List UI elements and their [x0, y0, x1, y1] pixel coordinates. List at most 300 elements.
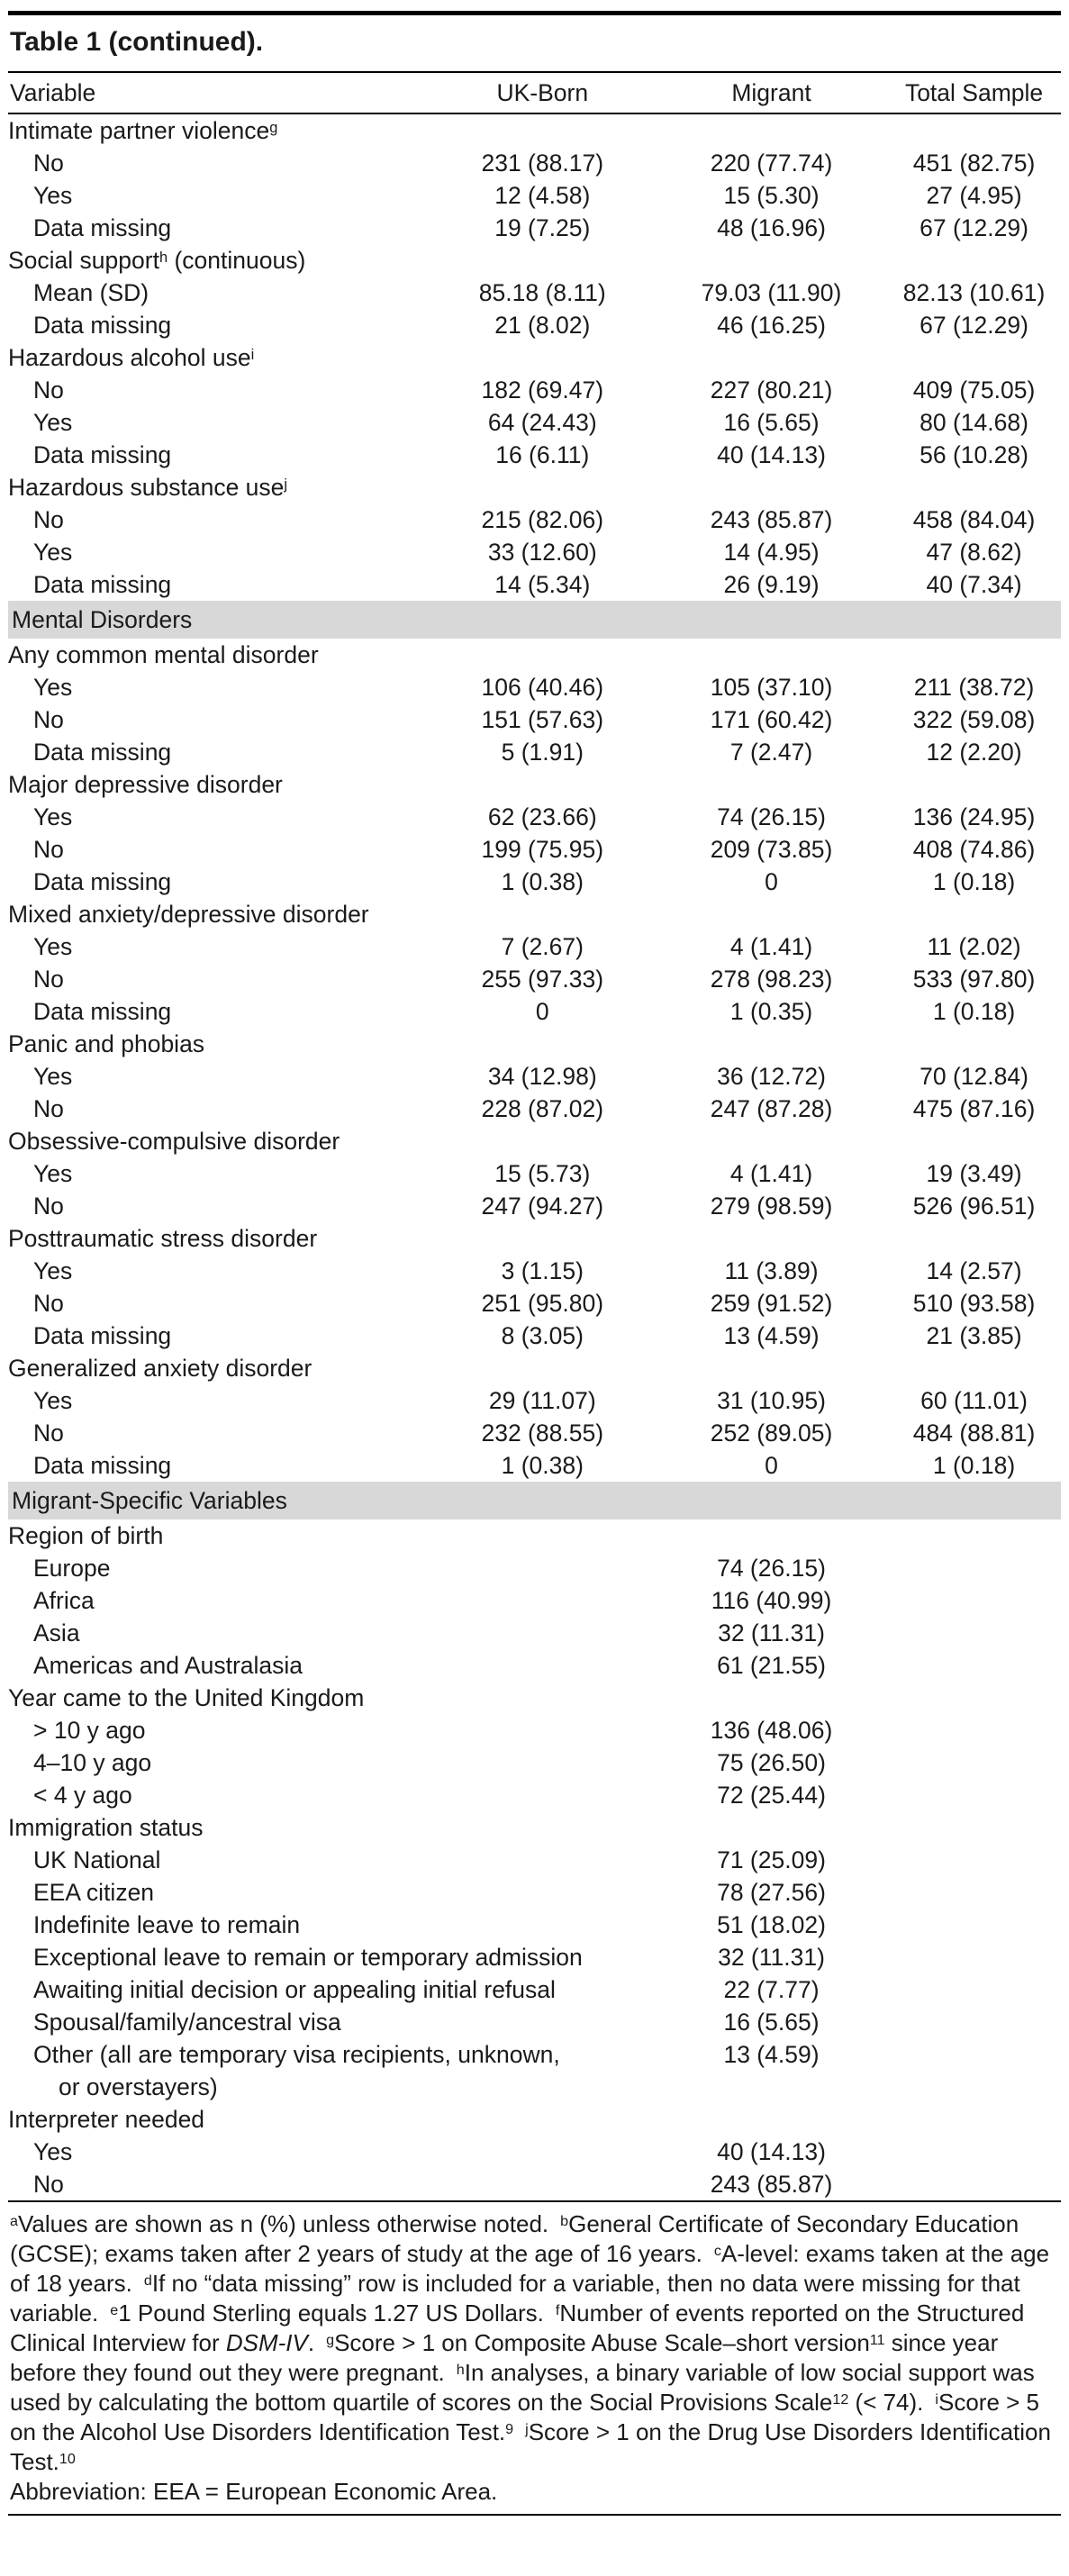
table-row: [8, 1811, 1061, 1844]
cell-value: [430, 1584, 656, 1617]
cell-value: 71 (25.09): [717, 1846, 826, 1873]
cell-value: [887, 244, 1061, 277]
cell-value: [656, 898, 887, 930]
row-label: Mean (SD): [33, 279, 149, 306]
cell-value: [430, 1682, 656, 1714]
cell-value: 231 (88.17): [481, 150, 604, 177]
row-label: Europe: [33, 1555, 111, 1582]
cell-value: 36 (12.72): [717, 1063, 826, 1090]
cell-value: 510 (93.58): [912, 1290, 1036, 1317]
row-label: Yes: [33, 409, 73, 436]
cell-value: [430, 244, 656, 277]
cell-value: 67 (12.29): [920, 214, 1028, 241]
cell-value: [656, 113, 887, 147]
cell-value: 40 (7.34): [926, 571, 1022, 598]
row-label: UK National: [33, 1846, 161, 1873]
row-label: No: [33, 706, 64, 733]
cell-value: 215 (82.06): [481, 506, 604, 533]
cell-value: [887, 1649, 1061, 1682]
row-label: No: [33, 1290, 64, 1317]
table-row: [8, 244, 1061, 277]
cell-value: [887, 1844, 1061, 1876]
table-row: [8, 1779, 1061, 1811]
table-row: [8, 1746, 1061, 1779]
cell-value: 4 (1.41): [729, 933, 813, 960]
cell-value: 16 (5.65): [723, 409, 820, 436]
row-label: No: [33, 966, 64, 993]
cell-value: 0: [765, 868, 778, 895]
row-label: Yes: [33, 1387, 73, 1414]
cell-value: [656, 2071, 887, 2103]
cell-value: [887, 1352, 1061, 1384]
cell-value: 5 (1.91): [501, 739, 584, 766]
cell-value: [430, 1352, 656, 1384]
cell-value: 228 (87.02): [481, 1095, 604, 1122]
row-label: Other (all are temporary visa recipients, unknown,: [33, 2041, 560, 2068]
table-row: [8, 568, 1061, 601]
cell-value: 79.03 (11.90): [701, 279, 842, 306]
row-label: Yes: [33, 1257, 73, 1284]
row-label: Year came to the United Kingdom: [8, 1684, 365, 1711]
cell-value: [887, 1617, 1061, 1649]
table-row: [8, 2136, 1061, 2168]
cell-value: 451 (82.75): [912, 150, 1036, 177]
table-row: [8, 1157, 1061, 1190]
col-header-variable: Variable: [8, 73, 430, 113]
row-label: Awaiting initial decision or appealing initial refusal: [33, 1976, 556, 2003]
cell-value: 475 (87.16): [912, 1095, 1036, 1122]
col-header-migrant: Migrant: [656, 73, 887, 113]
cell-value: [430, 113, 656, 147]
row-label: Any common mental disorder: [8, 641, 319, 668]
table-row: [8, 341, 1061, 374]
cell-value: 67 (12.29): [920, 312, 1028, 339]
cell-value: 227 (80.21): [710, 376, 833, 404]
cell-value: [430, 639, 656, 671]
cell-value: 16 (5.65): [723, 2009, 820, 2036]
cell-value: [430, 1811, 656, 1844]
row-label: Posttraumatic stress disorder: [8, 1225, 318, 1252]
cell-value: [656, 1811, 887, 1844]
cell-value: 251 (95.80): [481, 1290, 604, 1317]
table-row: [8, 1941, 1061, 1973]
cell-value: 7 (2.67): [501, 933, 584, 960]
cell-value: 279 (98.59): [710, 1193, 833, 1220]
cell-value: [430, 2006, 656, 2038]
table-row: [8, 995, 1061, 1028]
row-label: Americas and Australasia: [33, 1652, 303, 1679]
row-label: Africa: [33, 1587, 95, 1614]
cell-value: [430, 1222, 656, 1255]
cell-value: [430, 1552, 656, 1584]
cell-value: [887, 341, 1061, 374]
row-label: Data missing: [33, 312, 172, 339]
table-row: [8, 1222, 1061, 1255]
cell-value: 12 (4.58): [494, 182, 591, 209]
row-label: No: [33, 2171, 64, 2198]
table-row: [8, 930, 1061, 963]
cell-value: 458 (84.04): [912, 506, 1036, 533]
cell-value: 4 (1.41): [729, 1160, 813, 1187]
cell-value: 116 (40.99): [711, 1587, 832, 1614]
row-label: Data missing: [33, 571, 172, 598]
row-label: or overstayers): [59, 2073, 218, 2100]
cell-value: 7 (2.47): [729, 739, 813, 766]
table-row: [8, 1287, 1061, 1320]
cell-value: 484 (88.81): [912, 1420, 1036, 1447]
row-label: Mixed anxiety/depressive disorder: [8, 901, 369, 928]
cell-value: 40 (14.13): [717, 441, 826, 468]
cell-value: [656, 341, 887, 374]
cell-value: 182 (69.47): [481, 376, 604, 404]
table-row: [8, 1060, 1061, 1093]
cell-value: [887, 1519, 1061, 1552]
table-row: [8, 1682, 1061, 1714]
row-label: < 4 y ago: [33, 1782, 132, 1809]
table-row: [8, 1649, 1061, 1682]
cell-value: 278 (98.23): [710, 966, 833, 993]
cell-value: [887, 1584, 1061, 1617]
cell-value: [430, 1125, 656, 1157]
cell-value: [887, 1876, 1061, 1909]
table-row: [8, 406, 1061, 439]
cell-value: 322 (59.08): [912, 706, 1036, 733]
cell-value: 32 (11.31): [718, 1619, 825, 1646]
row-label: Exceptional leave to remain or temporary admission: [33, 1944, 583, 1971]
cell-value: [656, 244, 887, 277]
cell-value: [887, 1779, 1061, 1811]
row-label: Yes: [33, 2138, 73, 2165]
row-label: Yes: [33, 539, 73, 566]
table-row: [8, 309, 1061, 341]
row-label: Interpreter needed: [8, 2106, 205, 2133]
table-row: [8, 2103, 1061, 2136]
row-label: 4–10 y ago: [33, 1749, 152, 1776]
section-band-row: [8, 601, 1061, 639]
cell-value: 14 (5.34): [494, 571, 591, 598]
table-row: [8, 1352, 1061, 1384]
cell-value: [430, 2071, 656, 2103]
cell-value: [430, 1519, 656, 1552]
cell-value: 209 (73.85): [710, 836, 833, 863]
cell-value: 56 (10.28): [920, 441, 1028, 468]
cell-value: [887, 113, 1061, 147]
cell-value: 171 (60.42): [710, 706, 833, 733]
cell-value: 12 (2.20): [926, 739, 1022, 766]
row-label: No: [33, 1193, 64, 1220]
col-header-uk-born: UK-Born: [430, 73, 656, 113]
row-label: No: [33, 1420, 64, 1447]
cell-value: 0: [765, 1452, 778, 1479]
row-label: > 10 y ago: [33, 1717, 146, 1744]
cell-value: [887, 2006, 1061, 2038]
cell-value: 21 (3.85): [926, 1322, 1022, 1349]
cell-value: [887, 768, 1061, 801]
cell-value: [430, 1909, 656, 1941]
table-row: [8, 898, 1061, 930]
cell-value: 105 (37.10): [710, 674, 833, 701]
table-header-row: [8, 73, 1061, 113]
cell-value: 243 (85.87): [710, 2171, 833, 2198]
table-row: [8, 503, 1061, 536]
table-row: [8, 1449, 1061, 1482]
table-row: [8, 179, 1061, 212]
cell-value: 533 (97.80): [912, 966, 1036, 993]
row-label: Indefinite leave to remain: [33, 1911, 301, 1938]
row-label: No: [33, 836, 64, 863]
cell-value: [887, 1682, 1061, 1714]
row-label: Panic and phobias: [8, 1030, 205, 1057]
cell-value: [430, 1714, 656, 1746]
cell-value: 247 (87.28): [710, 1095, 833, 1122]
table-row: [8, 1320, 1061, 1352]
cell-value: 33 (12.60): [487, 539, 597, 566]
row-label: No: [33, 376, 64, 404]
row-label: Hazardous alcohol use$^i$: [8, 344, 255, 371]
cell-value: [430, 1617, 656, 1649]
cell-value: [430, 1028, 656, 1060]
cell-value: 408 (74.86): [912, 836, 1036, 863]
cell-value: 70 (12.84): [920, 1063, 1028, 1090]
cell-value: 62 (23.66): [487, 803, 597, 830]
cell-value: 11 (2.02): [927, 933, 1021, 960]
table-row: [8, 1384, 1061, 1417]
row-label: Yes: [33, 803, 73, 830]
cell-value: [887, 1222, 1061, 1255]
cell-value: 136 (24.95): [912, 803, 1036, 830]
cell-value: [430, 1779, 656, 1811]
table-row: [8, 963, 1061, 995]
cell-value: 526 (96.51): [912, 1193, 1036, 1220]
row-label: Social support$^h$ (continuous): [8, 247, 306, 274]
row-label: Generalized anxiety disorder: [8, 1355, 313, 1382]
cell-value: [430, 2136, 656, 2168]
cell-value: [887, 1811, 1061, 1844]
cell-value: 27 (4.95): [926, 182, 1022, 209]
row-label: Data missing: [33, 1452, 172, 1479]
cell-value: 211 (38.72): [913, 674, 1035, 701]
cell-value: 199 (75.95): [481, 836, 604, 863]
cell-value: 106 (40.46): [481, 674, 604, 701]
table-row: [8, 113, 1061, 147]
cell-value: 47 (8.62): [926, 539, 1022, 566]
row-label: Major depressive disorder: [8, 771, 283, 798]
cell-value: 243 (85.87): [710, 506, 833, 533]
table-row: [8, 1617, 1061, 1649]
cell-value: [430, 2103, 656, 2136]
cell-value: 8 (3.05): [501, 1322, 584, 1349]
cell-value: 220 (77.74): [710, 150, 833, 177]
section-band-label: Migrant-Specific Variables: [8, 1482, 1061, 1519]
table-row: [8, 1909, 1061, 1941]
cell-value: [656, 768, 887, 801]
cell-value: 60 (11.01): [920, 1387, 1028, 1414]
col-header-total-sample: Total Sample: [887, 73, 1061, 113]
row-label: Yes: [33, 1160, 73, 1187]
cell-value: 1 (0.18): [932, 868, 1016, 895]
cell-value: 16 (6.11): [495, 441, 590, 468]
cell-value: 252 (89.05): [710, 1420, 833, 1447]
cell-value: [430, 768, 656, 801]
cell-value: [887, 1941, 1061, 1973]
cell-value: [887, 1028, 1061, 1060]
table-row: [8, 374, 1061, 406]
cell-value: 14 (2.57): [926, 1257, 1022, 1284]
table-row: [8, 866, 1061, 898]
table-row: [8, 2168, 1061, 2200]
table-row: [8, 439, 1061, 471]
row-label: Immigration status: [8, 1814, 204, 1841]
table-row: [8, 703, 1061, 736]
cell-value: [430, 1746, 656, 1779]
cell-value: [656, 1519, 887, 1552]
cell-value: [887, 1552, 1061, 1584]
cell-value: 40 (14.13): [717, 2138, 826, 2165]
cell-value: [430, 1649, 656, 1682]
cell-value: [887, 1973, 1061, 2006]
cell-value: 75 (26.50): [717, 1749, 826, 1776]
table-row: [8, 671, 1061, 703]
row-label: Data missing: [33, 739, 172, 766]
row-label: Data missing: [33, 1322, 172, 1349]
cell-value: [430, 341, 656, 374]
table-row: [8, 1255, 1061, 1287]
row-label: No: [33, 150, 64, 177]
cell-value: 82.13 (10.61): [902, 279, 1046, 306]
row-label: Spousal/family/ancestral visa: [33, 2009, 341, 2036]
table-row: [8, 1844, 1061, 1876]
cell-value: [887, 1714, 1061, 1746]
cell-value: 19 (7.25): [494, 214, 591, 241]
cell-value: [656, 471, 887, 503]
cell-value: [656, 1352, 887, 1384]
cell-value: 13 (4.59): [723, 2041, 820, 2068]
cell-value: 151 (57.63): [481, 706, 604, 733]
table-row: [8, 2071, 1061, 2103]
cell-value: 29 (11.07): [488, 1387, 596, 1414]
cell-value: [887, 1125, 1061, 1157]
table-row: [8, 1093, 1061, 1125]
table-row: [8, 212, 1061, 244]
cell-value: [887, 2071, 1061, 2103]
cell-value: [887, 1909, 1061, 1941]
row-label: Asia: [33, 1619, 80, 1646]
cell-value: [430, 2168, 656, 2200]
cell-value: 409 (75.05): [912, 376, 1036, 404]
cell-value: [887, 639, 1061, 671]
table-row: [8, 471, 1061, 503]
row-label: Data missing: [33, 214, 172, 241]
cell-value: 51 (18.02): [717, 1911, 826, 1938]
cell-value: 11 (3.89): [724, 1257, 819, 1284]
cell-value: [656, 1222, 887, 1255]
table-row: [8, 1519, 1061, 1552]
cell-value: [887, 2038, 1061, 2071]
cell-value: [430, 471, 656, 503]
cell-value: 85.18 (8.11): [478, 279, 606, 306]
table-row: [8, 801, 1061, 833]
cell-value: 61 (21.55): [717, 1652, 826, 1679]
cell-value: 1 (0.35): [729, 998, 813, 1025]
table-row: [8, 1973, 1061, 2006]
abbreviation-text: Abbreviation: EEA = European Economic Area.: [10, 2478, 498, 2505]
row-label: Data missing: [33, 441, 172, 468]
bottom-rule: [8, 2514, 1061, 2516]
table-row: [8, 639, 1061, 671]
cell-value: [656, 1125, 887, 1157]
row-label: No: [33, 506, 64, 533]
row-label: No: [33, 1095, 64, 1122]
table-row: [8, 147, 1061, 179]
cell-value: 13 (4.59): [723, 1322, 820, 1349]
cell-value: 1 (0.38): [501, 1452, 584, 1479]
cell-value: [887, 2168, 1061, 2200]
cell-value: 255 (97.33): [481, 966, 604, 993]
cell-value: 32 (11.31): [718, 1944, 825, 1971]
cell-value: 31 (10.95): [717, 1387, 826, 1414]
cell-value: 0: [535, 998, 549, 1025]
cell-value: [430, 1844, 656, 1876]
cell-value: 64 (24.43): [487, 409, 597, 436]
cell-value: 1 (0.38): [501, 868, 584, 895]
cell-value: 72 (25.44): [717, 1782, 826, 1809]
table-row: [8, 768, 1061, 801]
cell-value: 19 (3.49): [926, 1160, 1022, 1187]
table-row: [8, 1552, 1061, 1584]
cell-value: 136 (48.06): [710, 1717, 833, 1744]
table-row: [8, 536, 1061, 568]
cell-value: 80 (14.68): [920, 409, 1028, 436]
table-row: [8, 2006, 1061, 2038]
table-row: [8, 833, 1061, 866]
cell-value: [887, 898, 1061, 930]
cell-value: 259 (91.52): [710, 1290, 833, 1317]
cell-value: 78 (27.56): [717, 1879, 826, 1906]
cell-value: 21 (8.02): [494, 312, 591, 339]
cell-value: 15 (5.73): [494, 1160, 591, 1187]
footnotes-text: $^a$Values are shown as n (%) unless otherwise noted. $^b$General Certificate of Secondary Education (GCSE); exams taken after 2 years of study at the age of 16 years. $^c$A-level: exams taken at the age of 18 years. $^d$If no “data missing” row is included for a variable, then no data were missing for that variable. $^e$1 Pound Sterling equals 1.27 US Dollars. $^f$Number of events reported on the Structured Clinical Interview for DSM-IV. $^g$Score > 1 on Composite Abuse Scale–short version$^{11}$ since year before they found out they were pregnant. $^h$In analyses, a binary variable of low social support was used by calculating the bottom quartile of scores on the Social Provisions Scale$^{12}$ (< 74). $^i$Score > 5 on the Alcohol Use Disorders Identification Test.$^9$ $^j$Score > 1 on the Drug Use Disorders Identification Test.$^{10}$: [10, 2210, 1051, 2475]
table-row: [8, 1028, 1061, 1060]
cell-value: [887, 2103, 1061, 2136]
data-table: [8, 73, 1061, 2200]
cell-value: [656, 1682, 887, 1714]
cell-value: 74 (26.15): [717, 803, 826, 830]
table-row: [8, 1125, 1061, 1157]
cell-value: 247 (94.27): [481, 1193, 604, 1220]
cell-value: 1 (0.18): [932, 998, 1016, 1025]
cell-value: 3 (1.15): [501, 1257, 584, 1284]
cell-value: 46 (16.25): [717, 312, 826, 339]
row-label: Yes: [33, 933, 73, 960]
cell-value: [887, 471, 1061, 503]
cell-value: [430, 1876, 656, 1909]
row-label: Data missing: [33, 998, 172, 1025]
row-label: EEA citizen: [33, 1879, 155, 1906]
row-label: Yes: [33, 1063, 73, 1090]
cell-value: 232 (88.55): [481, 1420, 604, 1447]
cell-value: 1 (0.18): [932, 1452, 1016, 1479]
table-row: [8, 1714, 1061, 1746]
row-label: Obsessive-compulsive disorder: [8, 1128, 340, 1155]
cell-value: [887, 2136, 1061, 2168]
row-label: Hazardous substance use$^j$: [8, 474, 288, 501]
cell-value: [887, 1746, 1061, 1779]
row-label: Yes: [33, 674, 73, 701]
table-row: [8, 1190, 1061, 1222]
cell-value: [656, 639, 887, 671]
cell-value: 26 (9.19): [723, 571, 820, 598]
table-row: [8, 736, 1061, 768]
